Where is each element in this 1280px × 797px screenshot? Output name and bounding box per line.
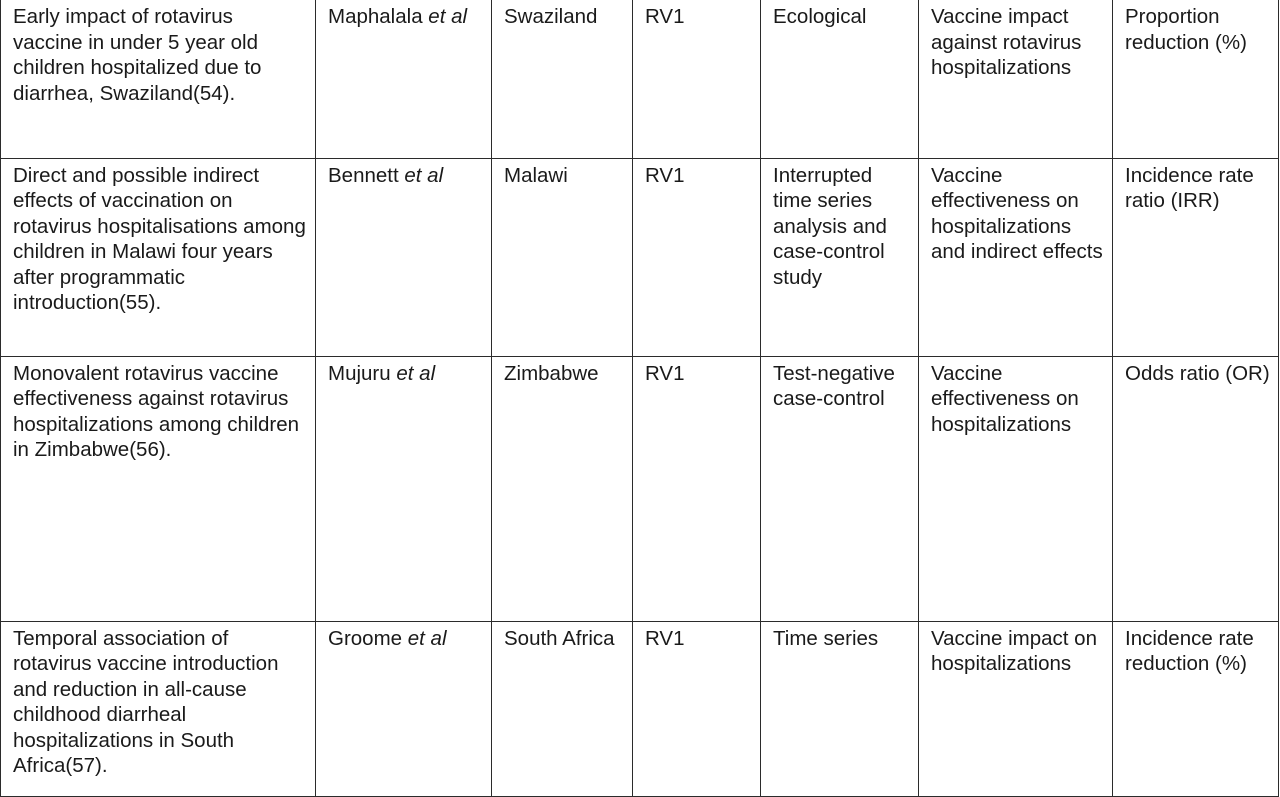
outcome-cell: Vaccine effectiveness on hospitalizations [919,356,1113,621]
study-title-cell: Temporal association of rotavirus vaccine introduction and reduction in all-cause childhood diarrheal hospitalizations in South Africa(57). [1,621,316,796]
vaccine-cell: RV1 [633,0,761,158]
author-name: Mujuru [328,361,391,385]
design-cell: Interrupted time series analysis and case-control study [761,158,919,356]
country-cell: Zimbabwe [492,356,633,621]
design-cell: Ecological [761,0,919,158]
measure-cell: Proportion reduction (%) [1113,0,1279,158]
author-name: Maphalala [328,5,423,28]
vaccine-cell: RV1 [633,158,761,356]
author-cell [316,158,492,356]
measure-cell: Incidence rate reduction (%) [1113,621,1279,796]
et-al-text: et al [396,361,436,385]
design-cell: Test-negative case-control [761,356,919,621]
measure-cell: Incidence rate ratio (IRR) [1113,158,1279,356]
country-cell: Swaziland [492,0,633,158]
author-cell [316,356,492,621]
table-row [1,356,1279,621]
vaccine-cell: RV1 [633,356,761,621]
country-cell: South Africa [492,621,633,796]
study-title-cell: Early impact of rotavirus vaccine in under 5 year old children hospitalized due to diarrhea, Swaziland(54). [1,0,316,158]
outcome-cell: Vaccine effectiveness on hospitalizations and indirect effects [919,158,1113,356]
measure-cell: Odds ratio (OR) [1113,356,1279,621]
et-al-text: et al [428,5,468,28]
et-al-text: et al [404,163,444,187]
author-name: Groome [328,626,403,650]
outcome-cell: Vaccine impact against rotavirus hospitalizations [919,0,1113,158]
study-title-cell: Monovalent rotavirus vaccine effectiveness against rotavirus hospitalizations among children in Zimbabwe(56). [1,356,316,621]
study-title-cell: Direct and possible indirect effects of vaccination on rotavirus hospitalisations among children in Malawi four years after programmatic introduction(55). [1,158,316,356]
table-row [1,0,1279,158]
table-row [1,158,1279,356]
author-cell [316,621,492,796]
author-cell [316,0,492,158]
outcome-cell: Vaccine impact on hospitalizations [919,621,1113,796]
country-cell: Malawi [492,158,633,356]
et-al-text: et al [407,626,447,650]
design-cell: Time series [761,621,919,796]
table-row [1,621,1279,796]
vaccine-cell: RV1 [633,621,761,796]
author-name: Bennett [328,163,399,187]
